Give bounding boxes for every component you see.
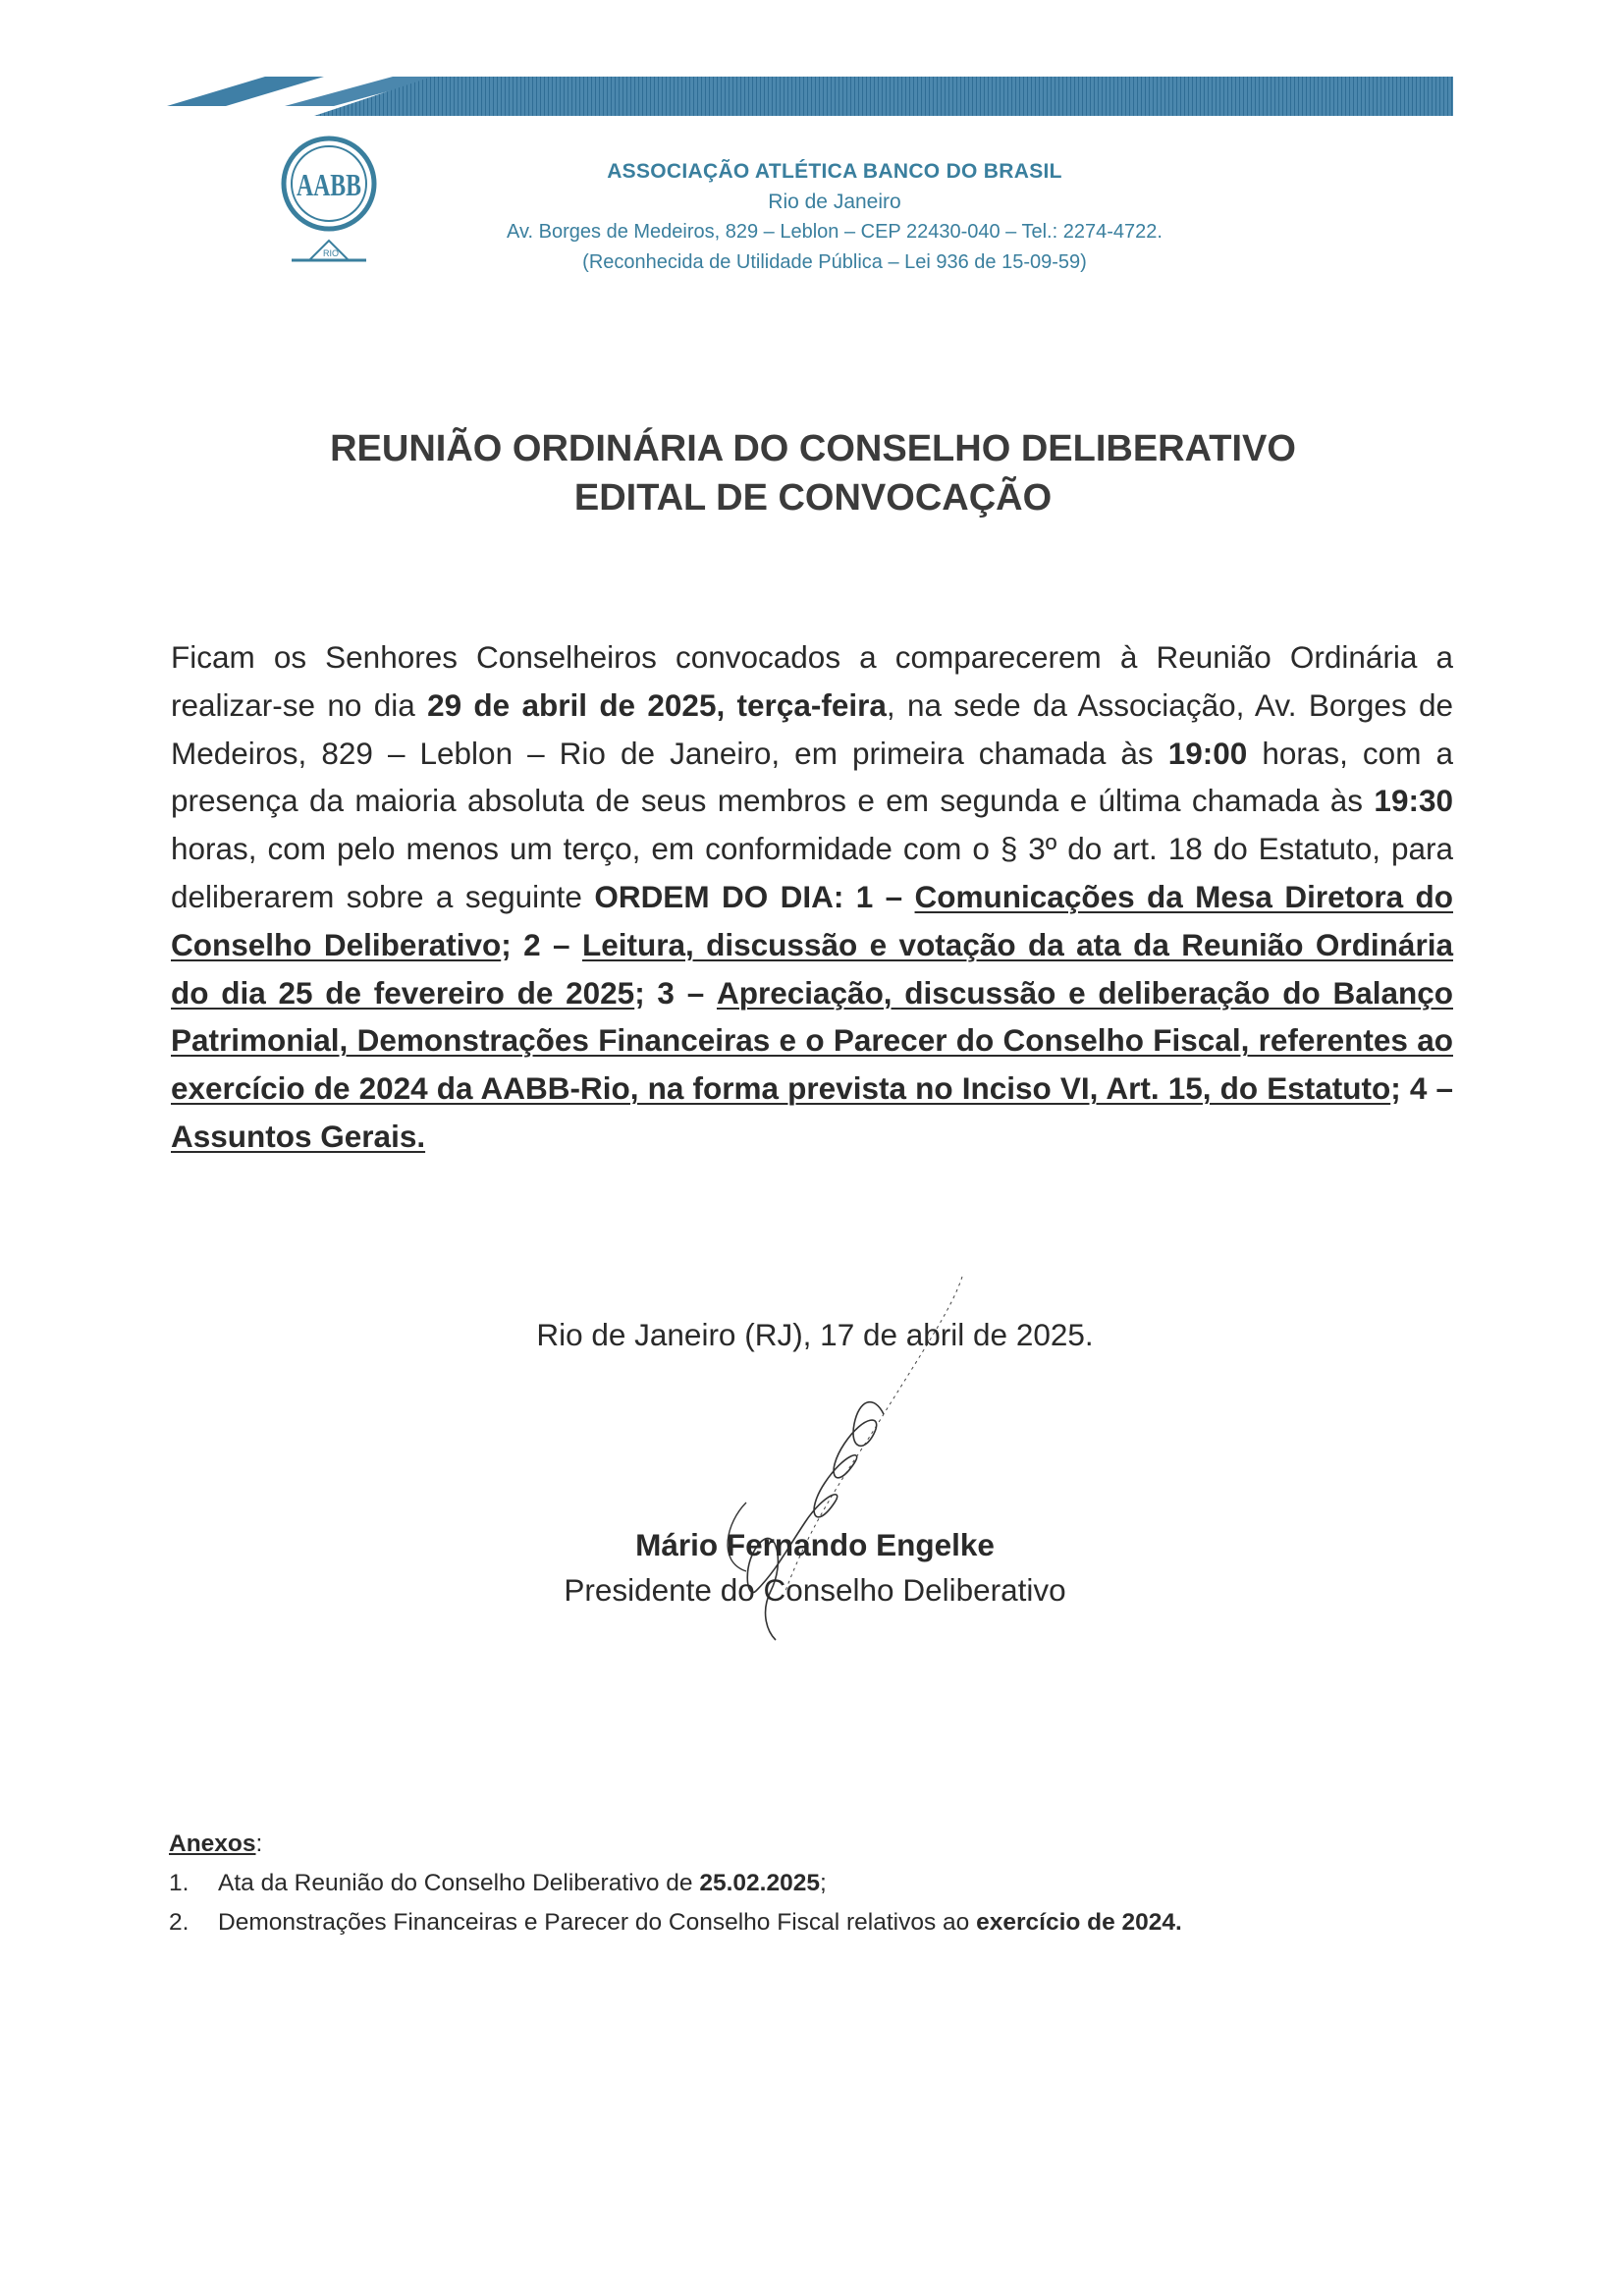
annex-num: 2. xyxy=(169,1909,189,1936)
body-text-3: horas, com a presença da maioria absoluta de seus membros e em segunda e última chamada às xyxy=(171,735,1453,819)
title-line-1: REUNIÃO ORDINÁRIA DO CONSELHO DELIBERATIVO xyxy=(330,428,1296,469)
document-title xyxy=(167,424,1459,522)
body-text-2: , na sede da Associação, Av. Borges de Medeiros, 829 – Leblon – Rio de Janeiro, em primeira chamada às xyxy=(171,686,1454,771)
title-line-2: EDITAL DE CONVOCAÇÃO xyxy=(573,477,1053,519)
convocation-paragraph xyxy=(171,633,1453,1161)
signer-role: Presidente do Conselho Deliberativo xyxy=(564,1572,1066,1608)
body-text-4: horas, com pelo menos um terço, em conformidade com o § 3º do art. 18 do Estatuto, para deliberarem sobre a seguinte xyxy=(171,831,1453,914)
meeting-date: 29 de abril de 2025, terça-feira xyxy=(427,686,887,723)
body-text-1: Ficam os Senhores Conselheiros convocados a comparecerem à Reunião Ordinária a realizar-se no dia xyxy=(171,639,1453,723)
agenda-sep-4: ; 4 – xyxy=(1390,1070,1453,1107)
annex-bold: exercício de 2024. xyxy=(976,1909,1182,1936)
annex-text: Demonstrações Financeiras e Parecer do Conselho Fiscal relativos ao xyxy=(218,1909,977,1936)
annexes-section xyxy=(169,1825,1445,1942)
org-header xyxy=(393,157,1276,278)
agenda-item-3: Apreciação, discussão e deliberação do Balanço Patrimonial, Demonstrações Financeiras e o Parecer do Conselho Fiscal, referentes ao exercício de 2024 da AABB-Rio, na forma prevista no Inciso VI, Art. 15, do Estatuto xyxy=(171,974,1453,1107)
logo-sub: RIO xyxy=(322,248,340,258)
agenda-item-4: Assuntos Gerais. xyxy=(171,1118,426,1154)
annex-text: Ata da Reunião do Conselho Deliberativo de xyxy=(218,1870,700,1896)
second-call-time: 19:30 xyxy=(1374,783,1453,819)
first-call-time: 19:00 xyxy=(1167,735,1248,771)
agenda-item-1: Comunicações da Mesa Diretora do Conselho Deliberativo xyxy=(171,878,1454,962)
agenda-sep-3: ; 3 – xyxy=(634,974,705,1011)
agenda-sep-2: ; 2 – xyxy=(501,926,570,962)
annex-item-1 xyxy=(169,1864,1445,1903)
logo-monogram: AABB xyxy=(297,167,361,202)
org-city: Rio de Janeiro xyxy=(768,191,901,213)
aabb-logo xyxy=(280,135,378,267)
annex-bold: 25.02.2025 xyxy=(699,1870,820,1896)
org-name: ASSOCIAÇÃO ATLÉTICA BANCO DO BRASIL xyxy=(607,160,1062,183)
agenda-item-2: Leitura, discussão e votação da ata da Reunião Ordinária do dia 25 de fevereiro de 2025 xyxy=(171,926,1453,1011)
agenda-label: ORDEM DO DIA: 1 – xyxy=(594,878,903,914)
signer-name: Mário Fernando Engelke xyxy=(635,1527,995,1562)
annex-tail: ; xyxy=(819,1870,827,1896)
annexes-heading: Anexos: xyxy=(169,1831,263,1857)
org-address: Av. Borges de Medeiros, 829 – Leblon – CEP 22430-040 – Tel.: 2274-4722. xyxy=(507,221,1163,243)
annex-item-2 xyxy=(169,1903,1445,1942)
place-date: Rio de Janeiro (RJ), 17 de abril de 2025. xyxy=(536,1317,1094,1352)
header-stripe-bar xyxy=(167,71,1453,116)
org-recognition: (Reconhecida de Utilidade Pública – Lei 936 de 15-09-59) xyxy=(582,251,1087,273)
annex-num: 1. xyxy=(169,1870,189,1896)
